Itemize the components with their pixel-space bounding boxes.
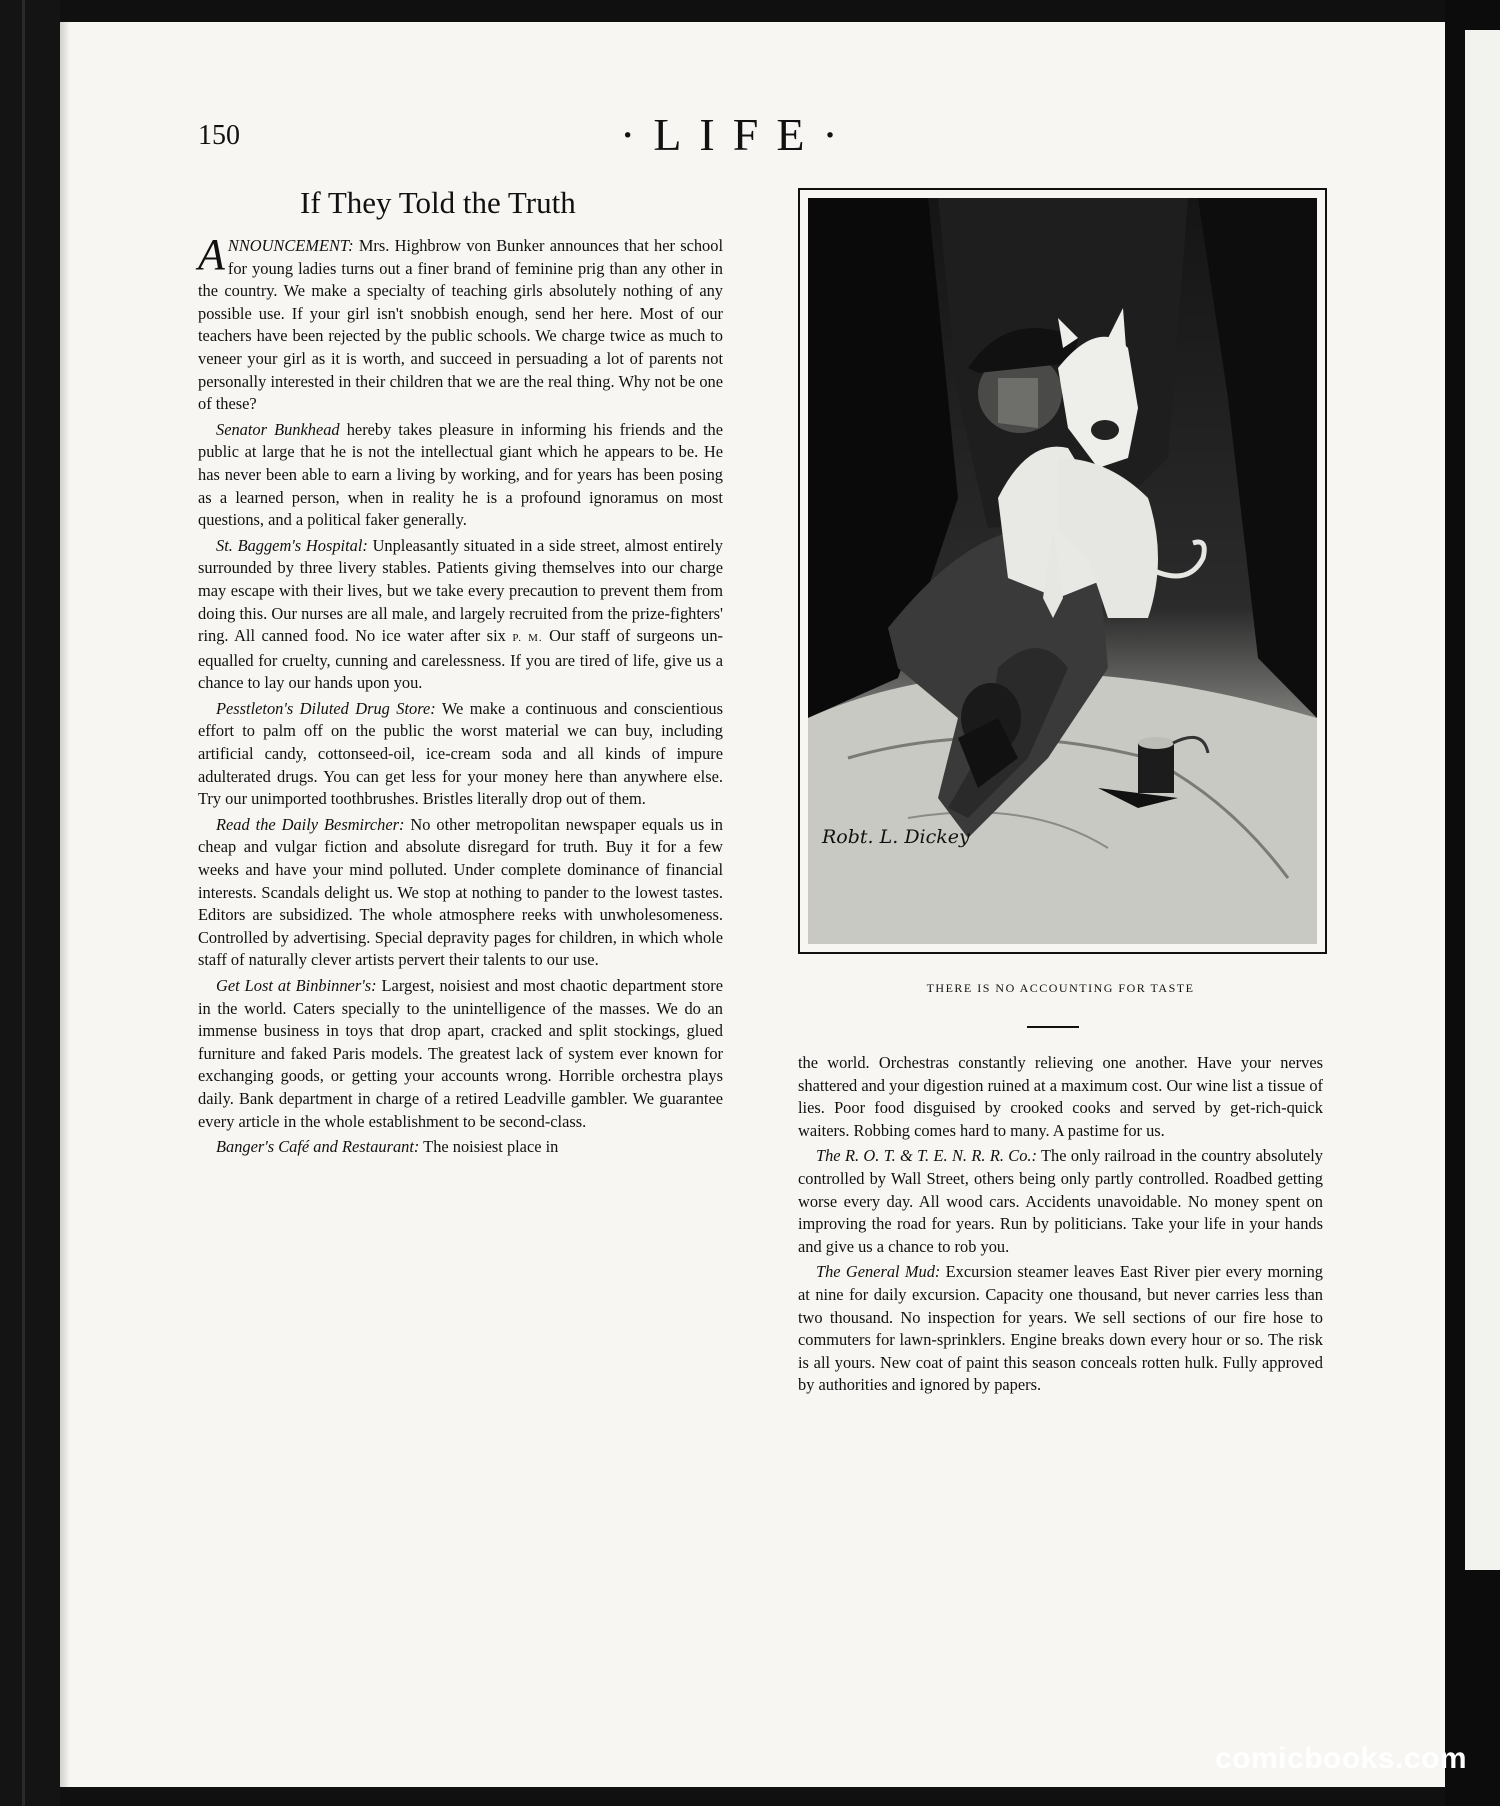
text-binbinner: Largest, noisiest and most chaotic department store in the world. Caters specially to the unintelligence of the masses. We do an immense business in toys that drop apart, cracked and split stockings, glued furniture and faked Paris models. The greatest lack of system ever known for exchanging goods, or getting your accounts wrong. Horrible orchestra plays daily. Bank department in charge of a retired Leadville gambler. We guarantee every article in the whole establishment to be second-class. — [198, 976, 723, 1131]
illustration-tramp-and-dog — [798, 188, 1327, 954]
lead-announcement: NNOUNCEMENT: — [227, 236, 354, 255]
text-general-mud: Excursion steamer leaves East River pier every morning at nine for daily excursion. Capacity one thousand, but never carries less than two thousand. No inspection for years. We sell sections of our fire hose to commuters for lawn-sprinklers. Engine breaks down every hour or so. The risk is all yours. New coat of paint this season conceals rotten hulk. Fully approved by authorities and ignored by papers. — [798, 1262, 1323, 1395]
text-besmircher: No other metropolitan newspaper equals us in cheap and vulgar fiction and absolute disregard for truth. Buy it for a few weeks and have your mind polluted. Under complete dominance of financial interests. Scandals delight us. We stop at nothing to pander to the lowest tastes. Editors are subsidized. The whole atmosphere reeks with unwholesomeness. Controlled by advertising. Special depravity pages for children, in which whole staff of naturally clever artists pervert their talents to our use. — [198, 814, 723, 970]
page-number: 150 — [198, 120, 240, 151]
text-cafe: The noisiest place in — [419, 1137, 559, 1157]
caption-divider — [1027, 1026, 1079, 1028]
paragraph-announcement — [198, 230, 723, 416]
lead-general-mud: The General Mud: — [816, 1262, 941, 1282]
text-hospital-pm: P. M. — [512, 632, 543, 645]
text-senator: hereby takes pleasure in informing his friends and the public at large that he is not the intellectual giant which he appears to be. He has never been able to earn a living by working, and for years has been posing as a learned person, when in reality he is a profound ignoramus on most questions, and a political faker generally. — [198, 419, 723, 530]
text-announcement: Mrs. Highbrow von Bunker announces that her school for young ladies turns out a finer brand of feminine prig than any other in the country. We make a specialty of teaching girls absolutely nothing of any possible use. If your girl isn't snobbish enough, send her here. Most of our teachers have been rejected by the public schools. We charge twice as much to veneer your girl as it is worth, and succeed in persuading a lot of parents not personally interested in their children that we are the real thing. Why not be one of these? — [198, 236, 723, 414]
masthead-life: ·LIFE· — [620, 109, 856, 160]
paragraph-railroad — [798, 1145, 1323, 1258]
illustration-caption: THERE IS NO ACCOUNTING FOR TASTE — [926, 981, 1195, 995]
drop-cap: A — [198, 230, 225, 279]
illustration-drawing — [808, 198, 1317, 944]
text-cafe-continued: the world. Orchestras constantly relieving one another. Have your nerves shattered and your digestion ruined at a maximum cost. Our wine list a tissue of lies. Poor food disguised by crooked cooks and served by get-rich-quick waiters. Robbing comes hard to many. A pastime for us. — [798, 1053, 1323, 1140]
lead-besmircher: Read the Daily Besmircher: — [216, 814, 405, 834]
lead-senator: Senator Bunkhead — [216, 419, 340, 439]
paragraph-senator — [198, 419, 723, 532]
scan-left-edge — [0, 0, 60, 1806]
paragraph-hospital — [198, 535, 723, 695]
text-hospital-1: Unpleasantly situated in a side street, almost entirely surrounded by three livery stables. Patients giving themselves into our charge may escape with their lives, but we take every precaution to prevent them from doing this. Our nurses are all male, and largely recruited from the prize-fighters' ring. All canned food. No ice water after six — [198, 535, 723, 646]
paragraph-binbinner — [198, 975, 723, 1133]
paragraph-cafe — [198, 1136, 723, 1159]
lead-drug-store: Pesstleton's Diluted Drug Store: — [216, 698, 436, 718]
text-drug-store: We make a continuous and conscientious effort to palm off on the public the worst material we can buy, including artificial candy, cottonseed-oil, ice-cream soda and all kinds of impure adulterated drugs. You can get less for your money here than anywhere else. Try our unimported toothbrushes. Bristles literally drop out of them. — [198, 698, 723, 809]
paragraph-cafe-continued — [798, 1052, 1323, 1142]
article-title: If They Told the Truth — [300, 185, 576, 220]
paragraph-drug-store — [198, 698, 723, 811]
paragraph-general-mud — [798, 1261, 1323, 1397]
lead-railroad: The R. O. T. & T. E. N. R. R. Co.: — [816, 1146, 1037, 1166]
lead-cafe: Banger's Café and Restaurant: — [216, 1137, 420, 1157]
lead-hospital: St. Baggem's Hospital: — [216, 535, 368, 555]
text-hospital-2: Our staff of surgeons unequalled for cruelty, cunning and carelessness. If you are tired of life, give us a chance to lay our hands upon you. — [198, 626, 724, 693]
watermark-comicbooks: comicbooks.com — [1215, 1742, 1468, 1775]
illustrator-signature: Robt. L. Dickey — [822, 826, 970, 848]
scan-next-page-edge — [1445, 0, 1500, 1806]
right-text-column — [798, 1052, 1323, 1400]
text-railroad: The only railroad in the country absolutely controlled by Wall Street, others being only partly controlled. Roadbed getting worse every day. All wood cars. Accidents unavoidable. No money spent on improving the road for years. Run by politicians. Take your life in your hands and give us a chance to rob you. — [798, 1146, 1323, 1256]
paragraph-besmircher — [198, 814, 723, 972]
lead-binbinner: Get Lost at Binbinner's: — [216, 976, 377, 995]
left-text-column — [198, 230, 724, 1162]
